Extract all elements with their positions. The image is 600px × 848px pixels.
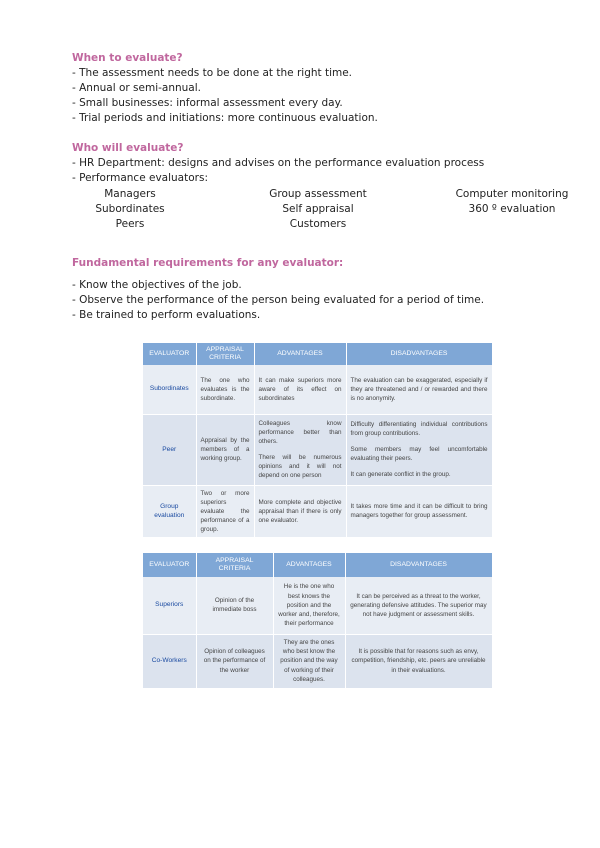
header-evaluator: EVALUATOR <box>143 553 196 577</box>
evaluator-type: Managers <box>104 188 156 200</box>
criteria-cell: Opinion of colleagues on the performance of the worker <box>196 634 273 688</box>
header-advantages: ADVANTAGES <box>273 553 345 577</box>
criteria-cell: The one who evaluates is the subordinate. <box>196 365 254 414</box>
advantages-cell: It can make superiors more aware of its effect on subordinates <box>254 365 346 414</box>
advantages-cell: They are the ones who best know the position and the way of working of their colleagues. <box>273 634 345 688</box>
requirement-line: - Observe the performance of the person being evaluated for a period of time. <box>72 294 485 306</box>
table-row <box>143 365 492 414</box>
evaluator-table-1 <box>143 343 493 538</box>
when-line: - Small businesses: informal assessment every day. <box>72 97 343 109</box>
evaluator-cell: Subordinates <box>143 365 196 414</box>
evaluator-cell: Group evaluation <box>143 485 196 538</box>
advantage-text: There will be numerous opinions and it will not depend on one person <box>258 454 342 480</box>
when-line: - Annual or semi-annual. <box>72 82 201 94</box>
who-line: - Performance evaluators: <box>72 172 208 184</box>
criteria-cell: Two or more superiors evaluate the performance of a group. <box>196 485 254 538</box>
disadvantages-cell <box>346 414 492 485</box>
evaluator-type: Computer monitoring <box>455 188 569 200</box>
advantage-text: Colleagues know performance better than others. <box>258 419 342 445</box>
requirement-line: - Know the objectives of the job. <box>72 279 242 291</box>
disadvantage-text: It can generate conflict in the group. <box>350 471 451 479</box>
evaluator-type: Peers <box>115 218 145 230</box>
disadvantage-text: Difficulty differentiating individual contributions from group contributions. <box>350 420 488 437</box>
table-row <box>143 414 492 485</box>
advantages-cell: More complete and objective appraisal than if there is only one evaluator. <box>254 485 346 538</box>
table-row <box>143 634 492 688</box>
evaluator-type: Self appraisal <box>282 203 354 215</box>
when-line: - Trial periods and initiations: more continuous evaluation. <box>72 112 378 124</box>
header-criteria: APPRAISAL CRITERIA <box>196 553 273 577</box>
header-disadvantages: DISADVANTAGES <box>345 553 492 577</box>
header-criteria: APPRAISAL CRITERIA <box>196 343 254 365</box>
requirements-title: Fundamental requirements for any evaluator: <box>72 257 344 269</box>
who-line: - HR Department: designs and advises on the performance evaluation process <box>72 157 485 169</box>
disadvantage-text: Some members may feel uncomfortable evaluating their peers. <box>350 445 488 463</box>
header-disadvantages: DISADVANTAGES <box>346 343 492 365</box>
who-title: Who will evaluate? <box>72 142 184 154</box>
requirement-line: - Be trained to perform evaluations. <box>72 309 261 321</box>
evaluator-cell: Peer <box>143 414 196 485</box>
disadvantages-cell: It is possible that for reasons such as envy, competition, friendship, etc. peers are unreliable in their evaluations. <box>345 634 492 688</box>
disadvantages-cell: The evaluation can be exaggerated, especially if they are threatened and / or rewarded and there is no anonymity. <box>346 365 492 414</box>
evaluator-type: 360 º evaluation <box>468 203 556 215</box>
table-row <box>143 485 492 538</box>
when-title: When to evaluate? <box>72 52 183 64</box>
table-row <box>143 577 492 634</box>
header-advantages: ADVANTAGES <box>254 343 346 365</box>
advantages-cell: He is the one who best knows the position and the worker and, therefore, their performance <box>273 577 345 634</box>
evaluator-cell: Co-Workers <box>143 634 196 688</box>
when-line: - The assessment needs to be done at the right time. <box>72 67 353 79</box>
evaluator-type: Subordinates <box>95 203 165 215</box>
evaluator-table-2 <box>143 553 493 689</box>
evaluator-cell: Superiors <box>143 577 196 634</box>
criteria-cell: Opinion of the immediate boss <box>196 577 273 634</box>
advantages-cell <box>254 414 346 485</box>
evaluator-type: Group assessment <box>269 188 367 200</box>
criteria-cell: Appraisal by the members of a working group. <box>196 414 254 485</box>
disadvantages-cell: It takes more time and it can be difficult to bring managers together for group assessment. <box>346 485 492 538</box>
header-evaluator: EVALUATOR <box>143 343 196 365</box>
disadvantages-cell: It can be perceived as a threat to the worker, generating defensive attitudes. The superior may not have judgment or assessment skills. <box>345 577 492 634</box>
evaluator-type: Customers <box>289 218 347 230</box>
